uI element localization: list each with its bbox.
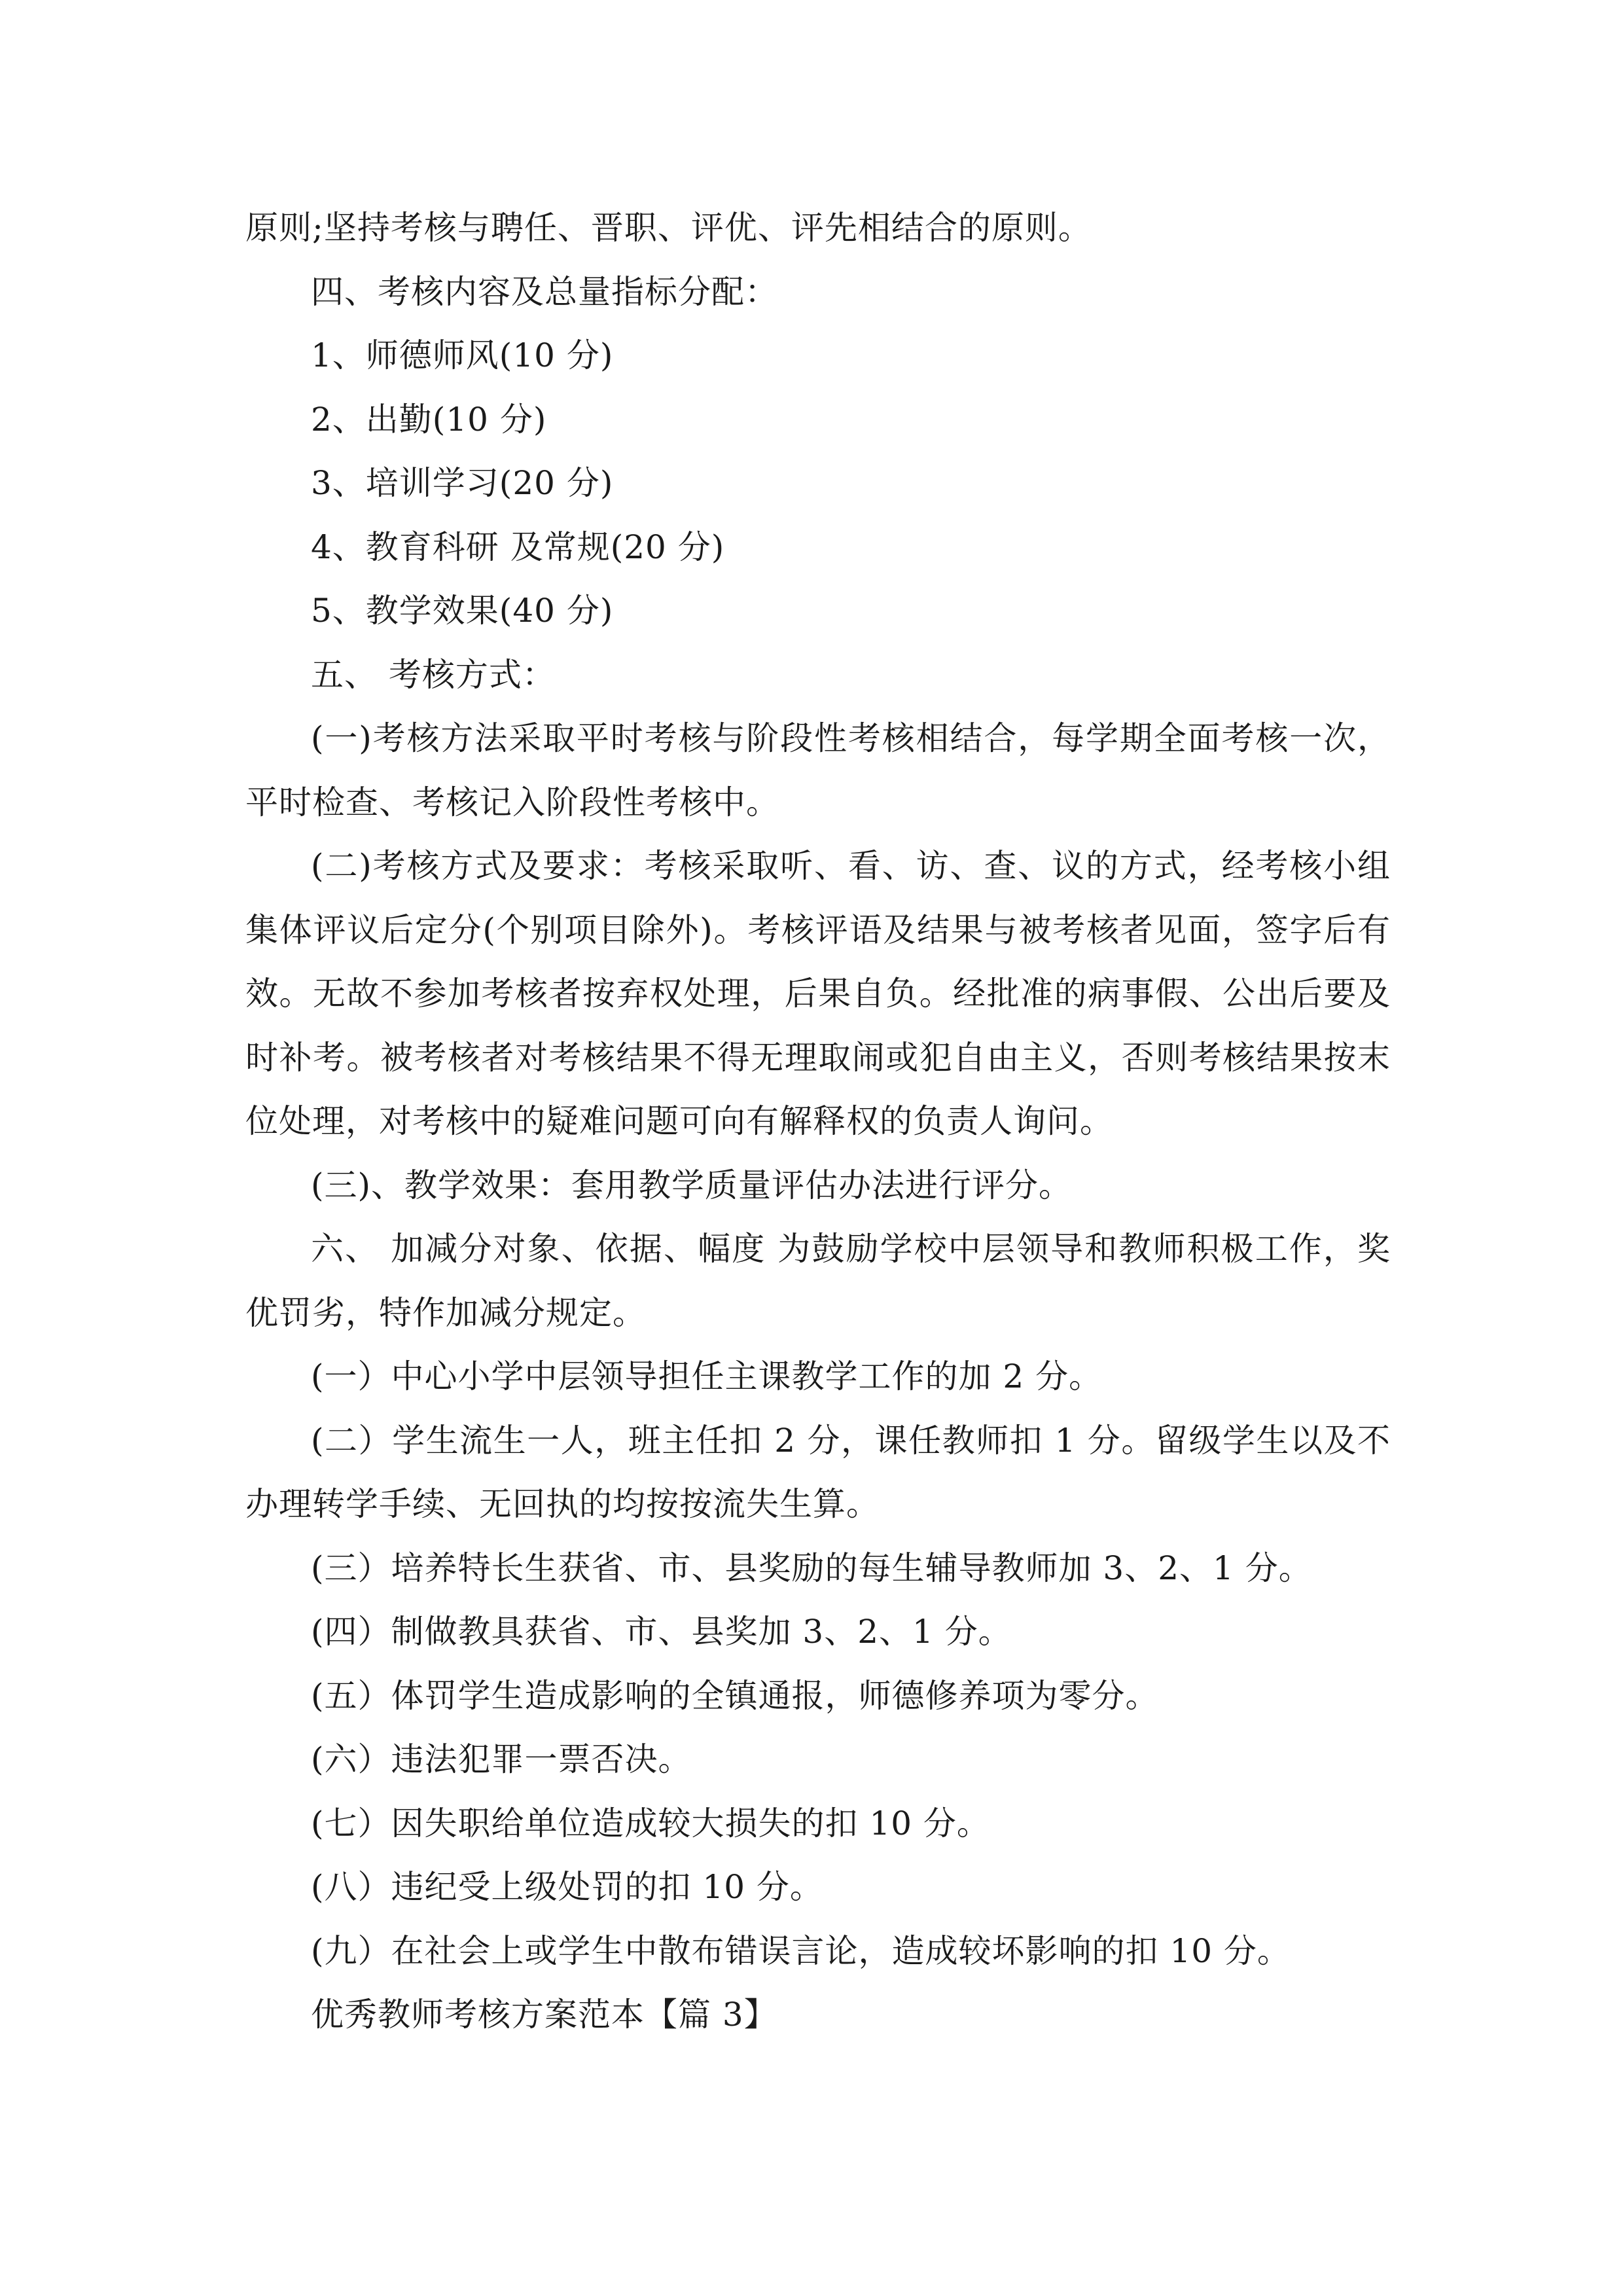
paragraph: (一)考核方法采取平时考核与阶段性考核相结合，每学期全面考核一次，平时检查、考核记入阶段性考核中。 xyxy=(245,719,1391,821)
document-body xyxy=(245,196,1391,2047)
paragraph: (三)、教学效果：套用教学质量评估办法进行评分。 xyxy=(311,1166,1073,1204)
list-item: 3、培训学习(20 分) xyxy=(311,464,614,502)
list-item: 1、师德师风(10 分) xyxy=(311,336,614,374)
list-item: (七）因失职给单位造成较大损失的扣 10 分。 xyxy=(311,1804,990,1842)
section-heading: 四、考核内容及总量指标分配： xyxy=(311,272,778,311)
list-item: 5、教学效果(40 分) xyxy=(311,592,614,630)
paragraph: (二)考核方式及要求：考核采取听、看、访、查、议的方式，经考核小组集体评议后定分(个别项目除外)。考核评语及结果与被考核者见面，签字后有效。无故不参加考核者按弃权处理，后果自负。经批准的病事假、公出后要及时补考。被考核者对考核结果不得无理取闹或犯自由主义，否则考核结果按末位处理，对考核中的疑难问题可向有解释权的负责人询问。 xyxy=(245,847,1391,1140)
list-item: 2、出勤(10 分) xyxy=(311,400,547,439)
paragraph: 原则;坚持考核与聘任、晋职、评优、评先相结合的原则。 xyxy=(245,209,1092,247)
list-item: 4、教育科研 及常规(20 分) xyxy=(311,528,725,566)
list-item: (九）在社会上或学生中散布错误言论，造成较坏影响的扣 10 分。 xyxy=(311,1931,1291,1970)
list-item: (四）制做教具获省、市、县奖加 3、2、1 分。 xyxy=(311,1613,1012,1651)
list-item: (六）违法犯罪一票否决。 xyxy=(311,1740,692,1778)
section-title: 优秀教师考核方案范本【篇 3】 xyxy=(311,1996,777,2034)
list-item: (二）学生流生一人，班主任扣 2 分，课任教师扣 1 分。留级学生以及不办理转学手续、无回执的均按按流失生算。 xyxy=(245,1421,1391,1523)
list-item: (五）体罚学生造成影响的全镇通报，师德修养项为零分。 xyxy=(311,1676,1159,1715)
list-item: (一）中心小学中层领导担任主课教学工作的加 2 分。 xyxy=(311,1357,1103,1395)
section-heading: 六、 加减分对象、依据、幅度 为鼓励学校中层领导和教师积极工作，奖优罚劣，特作加减分规定。 xyxy=(245,1230,1391,1332)
section-heading: 五、 考核方式： xyxy=(311,655,556,694)
list-item: (三）培养特长生获省、市、县奖励的每生辅导教师加 3、2、1 分。 xyxy=(311,1549,1312,1587)
list-item: (八）违纪受上级处罚的扣 10 分。 xyxy=(311,1868,823,1906)
